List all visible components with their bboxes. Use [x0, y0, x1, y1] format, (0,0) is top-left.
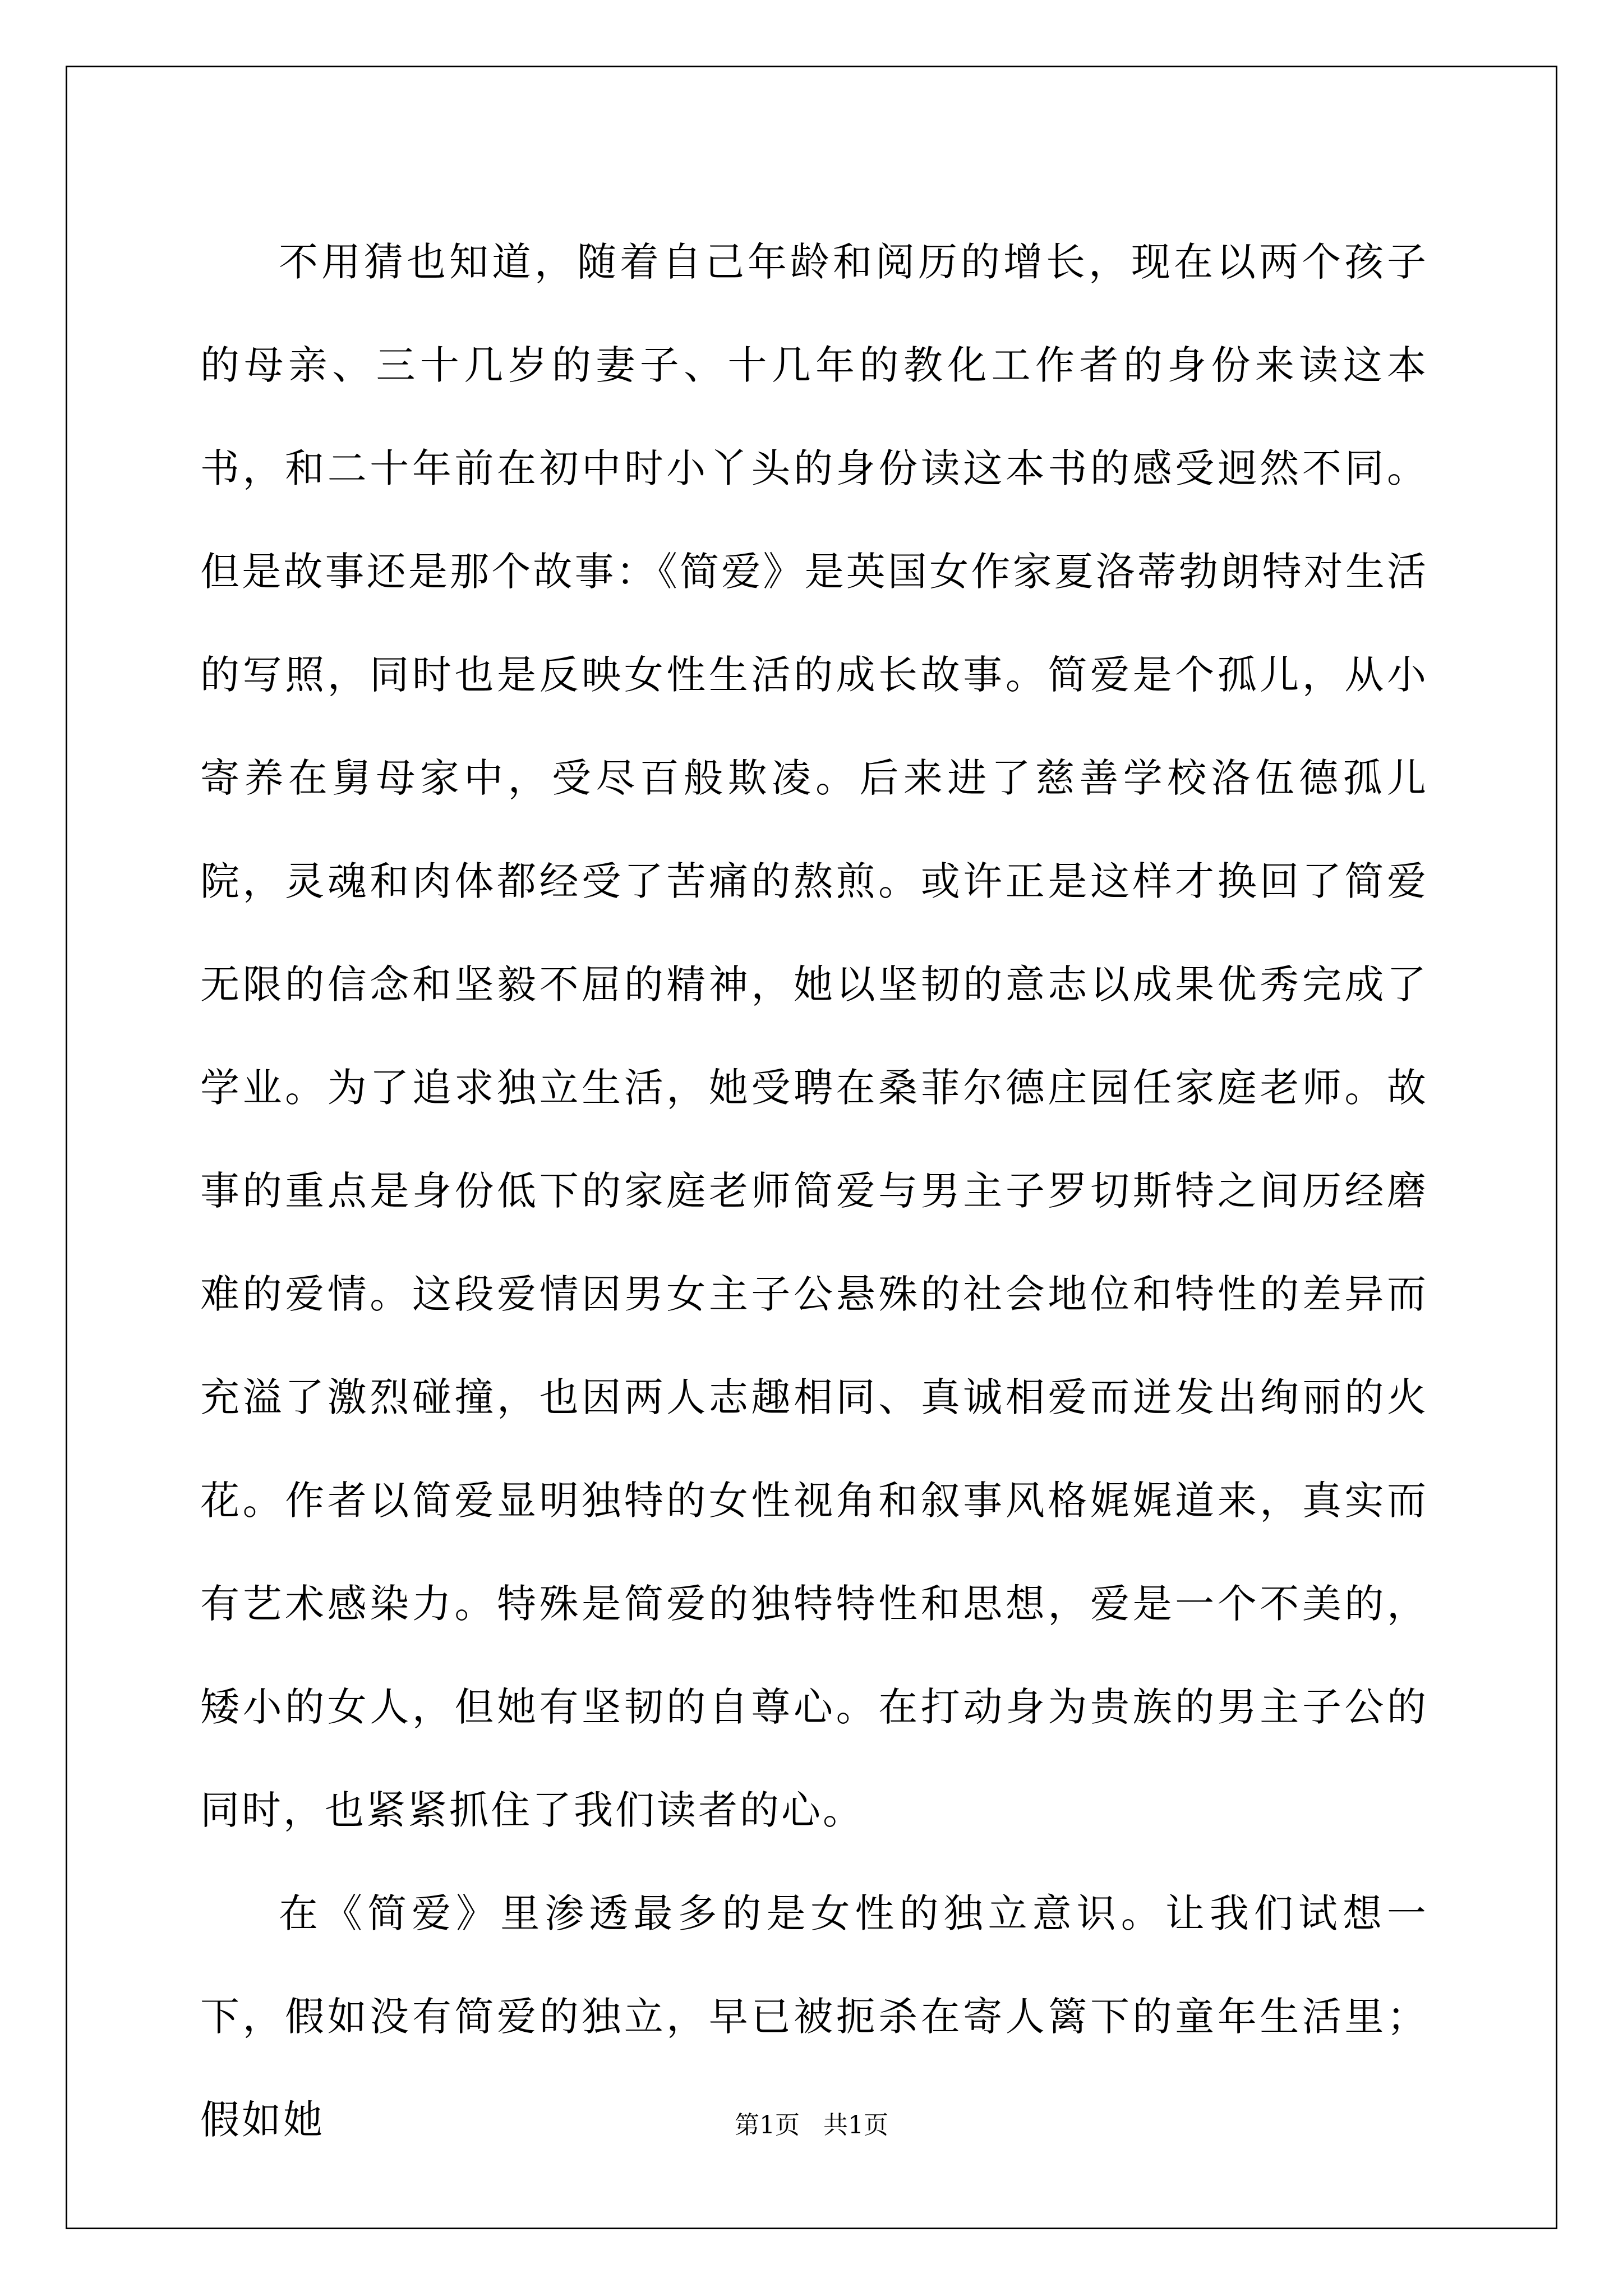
paragraph-1: 不用猜也知道，随着自己年龄和阅历的增长，现在以两个孩子的母亲、三十几岁的妻子、十几年的教化工作者的身份来读这本书，和二十年前在初中时小丫头的身份读这本书的感受迥然不同。但是故事还是那个故事：《简爱》是英国女作家夏洛蒂勃朗特对生活的写照，同时也是反映女性生活的成长故事。简爱是个孤儿，从小寄养在舅母家中，受尽百般欺凌。后来进了慈善学校洛伍德孤儿院，灵魂和肉体都经受了苦痛的熬煎。或许正是这样才换回了简爱无限的信念和坚毅不屈的精神，她以坚韧的意志以成果优秀完成了学业。为了追求独立生活，她受聘在桑菲尔德庄园任家庭老师。故事的重点是身份低下的家庭老师简爱与男主子罗切斯特之间历经磨难的爱情。这段爱情因男女主子公悬殊的社会地位和特性的差异而充溢了激烈碰撞，也因两人志趣相同、真诚相爱而迸发出绚丽的火花。作者以简爱显明独特的女性视角和叙事风格娓娓道来，真实而有艺术感染力。特殊是简爱的独特特性和思想，爱是一个不美的，矮小的女人，但她有坚韧的自尊心。在打动身为贵族的男主子公的同时，也紧紧抓住了我们读者的心。: [200, 239, 1428, 1833]
page-footer: [0, 2105, 1623, 2141]
total-pages: 共1页: [823, 2111, 888, 2139]
page-number: 第1页: [735, 2111, 800, 2139]
document-body: [200, 210, 1428, 2171]
paragraph-2: 在《简爱》里渗透最多的是女性的独立意识。让我们试想一下，假如没有简爱的独立，早已被扼杀在寄人篱下的童年生活里；假如她: [200, 1890, 1428, 2143]
